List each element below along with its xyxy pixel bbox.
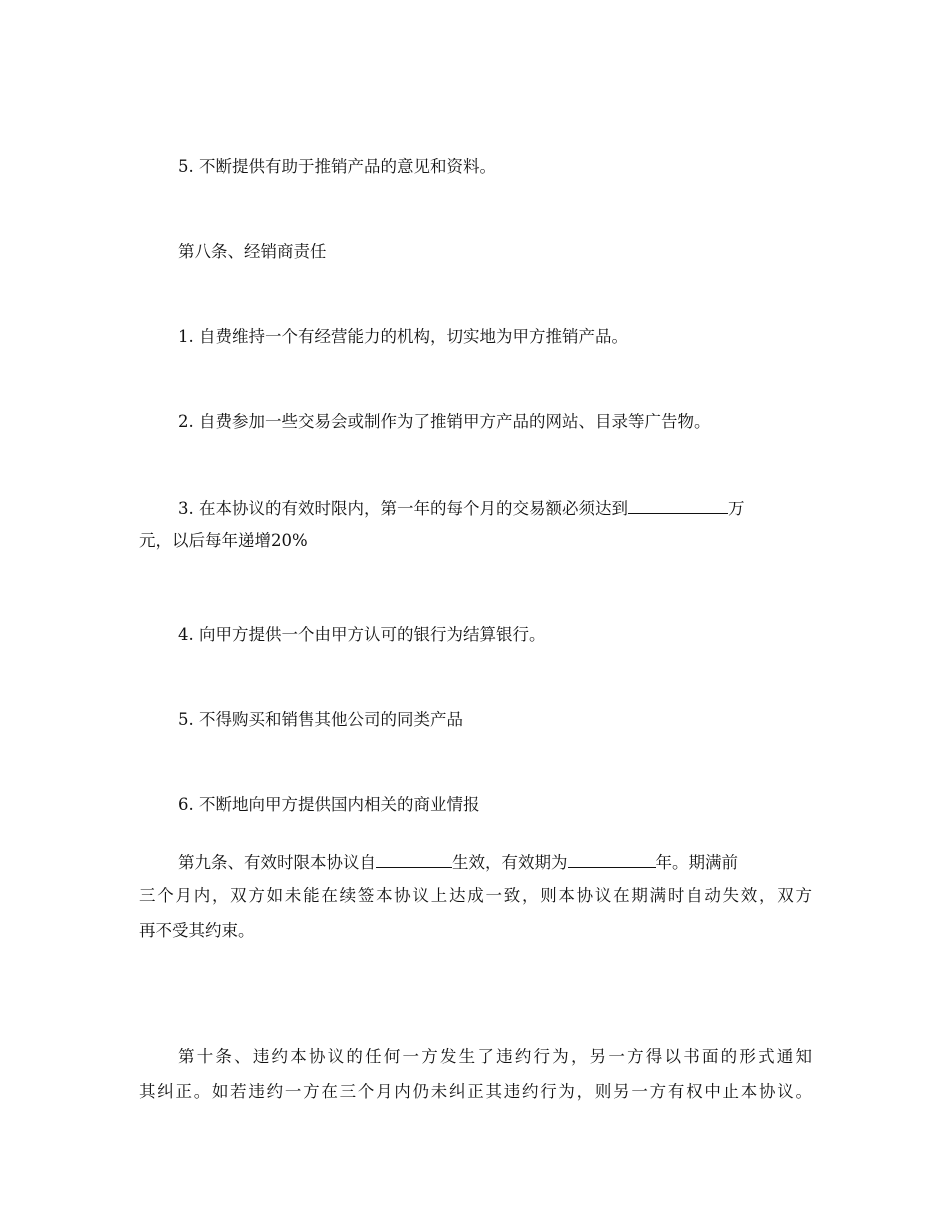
start-date-blank [376, 851, 452, 868]
text: 第九条、有效时限本协议自 [178, 853, 376, 872]
list-item [178, 497, 812, 519]
text: 万 [728, 499, 745, 518]
text: 年。期满前 [655, 853, 738, 872]
list-item: 5. 不断提供有助于推销产品的意见和资料。 [178, 157, 496, 176]
term-blank [568, 851, 656, 868]
paragraph-line: 其纠正。如若违约一方在三个月内仍未纠正其违约行为，则另一方有权中止本协议。 [139, 1082, 812, 1101]
paragraph-line: 三个月内，双方如未能在续签本协议上达成一致，则本协议在期满时自动失效，双方 [139, 886, 812, 905]
list-item: 1. 自费维持一个有经营能力的机构，切实地为甲方推销产品。 [178, 327, 628, 346]
paragraph-line: 第十条、违约本协议的任何一方发生了违约行为，另一方得以书面的形式通知 [178, 1047, 812, 1066]
list-item: 6. 不断地向甲方提供国内相关的商业情报 [178, 795, 480, 814]
section-heading: 第八条、经销商责任 [178, 242, 327, 261]
text: 生效，有效期为 [452, 853, 568, 872]
list-item-continuation: 元，以后每年递增20% [139, 531, 308, 550]
paragraph-line [178, 851, 812, 873]
list-item: 2. 自费参加一些交易会或制作为了推销甲方产品的网站、目录等广告物。 [178, 412, 711, 431]
amount-blank [628, 497, 728, 514]
text: 3. 在本协议的有效时限内，第一年的每个月的交易额必须达到 [178, 499, 628, 518]
list-item: 4. 向甲方提供一个由甲方认可的银行为结算银行。 [178, 625, 546, 644]
list-item: 5. 不得购买和销售其他公司的同类产品 [178, 710, 463, 729]
paragraph-line: 再不受其约束。 [139, 921, 255, 940]
